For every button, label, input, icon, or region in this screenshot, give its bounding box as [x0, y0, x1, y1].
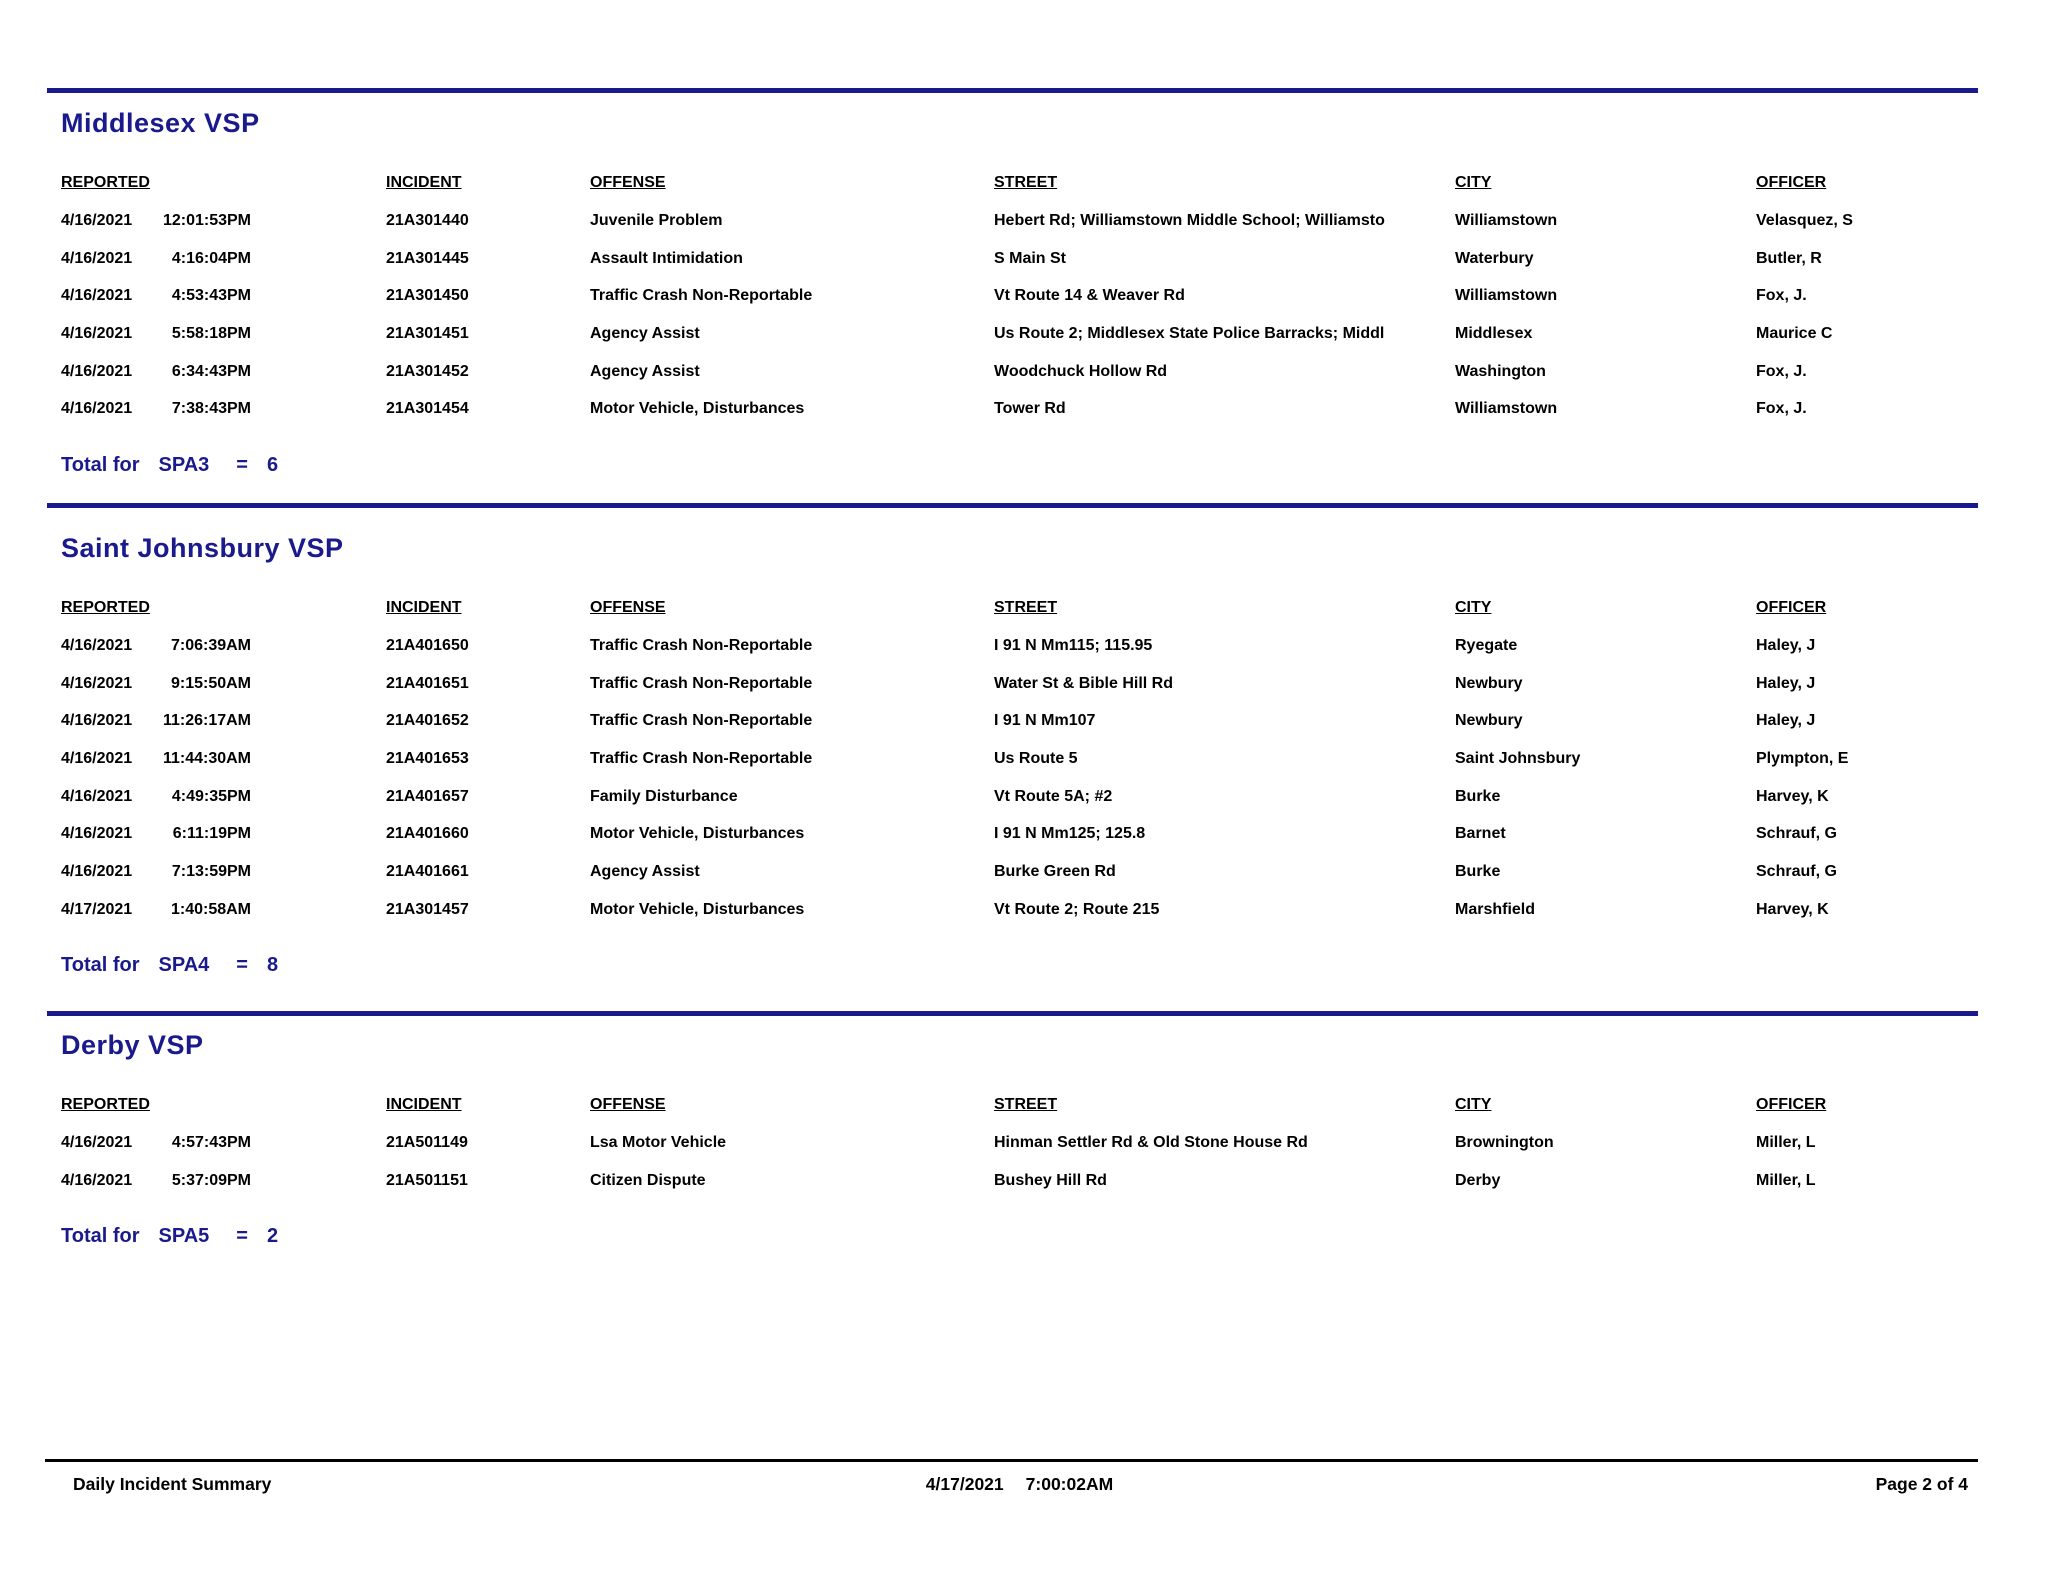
- city-cell: Waterbury: [1455, 249, 1534, 267]
- offense-cell: Motor Vehicle, Disturbances: [590, 825, 805, 843]
- section-middlesex-vsp: [61, 108, 1978, 484]
- section-divider-rule: [47, 503, 1978, 508]
- reported-cell: 4/16/2021 11:44:30AM: [61, 749, 251, 767]
- offense-cell: Juvenile Problem: [590, 211, 723, 229]
- reported-cell: 4/16/2021 4:49:35PM: [61, 787, 251, 805]
- offense-cell: Traffic Crash Non-Reportable: [590, 636, 813, 654]
- table-row: [61, 740, 1978, 778]
- city-cell: Brownington: [1455, 1133, 1554, 1151]
- section-title: Derby VSP: [61, 1030, 204, 1060]
- column-header-reported: REPORTED: [61, 174, 150, 191]
- officer-cell: Miller, L: [1756, 1171, 1816, 1189]
- section-total-line: [61, 947, 1978, 985]
- column-header-street: STREET: [994, 174, 1058, 191]
- column-header-offense: OFFENSE: [590, 599, 666, 616]
- column-header-officer: OFFICER: [1756, 1096, 1827, 1113]
- column-header-city: CITY: [1455, 1096, 1492, 1113]
- table-row: [61, 277, 1978, 315]
- officer-cell: Maurice C: [1756, 324, 1833, 342]
- incident-cell: 21A401652: [386, 712, 469, 730]
- offense-cell: Lsa Motor Vehicle: [590, 1133, 727, 1151]
- reported-cell: 4/16/2021 7:13:59PM: [61, 862, 251, 880]
- officer-cell: Plympton, E: [1756, 749, 1849, 767]
- column-header-city: CITY: [1455, 599, 1492, 616]
- officer-cell: Fox, J.: [1756, 362, 1807, 380]
- column-header-city: CITY: [1455, 174, 1492, 191]
- footer-time: 7:00:02AM: [1025, 1474, 1114, 1494]
- offense-cell: Assault Intimidation: [590, 249, 743, 267]
- column-header-reported: REPORTED: [61, 599, 150, 616]
- officer-cell: Harvey, K: [1756, 787, 1829, 805]
- reported-cell: 4/16/2021 4:16:04PM: [61, 249, 251, 267]
- column-header-incident: INCIDENT: [386, 599, 462, 616]
- table-row: [61, 702, 1978, 740]
- officer-cell: Fox, J.: [1756, 287, 1807, 305]
- offense-cell: Motor Vehicle, Disturbances: [590, 900, 805, 918]
- total-label: Total for: [61, 453, 140, 476]
- officer-cell: Butler, R: [1756, 249, 1822, 267]
- officer-cell: Haley, J: [1756, 674, 1816, 692]
- column-header-incident: INCIDENT: [386, 174, 462, 191]
- incident-cell: 21A401657: [386, 787, 469, 805]
- city-cell: Williamstown: [1455, 400, 1558, 418]
- column-header-officer: OFFICER: [1756, 599, 1827, 616]
- offense-cell: Agency Assist: [590, 362, 700, 380]
- table-row: [61, 390, 1978, 428]
- offense-cell: Traffic Crash Non-Reportable: [590, 287, 813, 305]
- top-divider-rule: [47, 88, 1978, 93]
- table-row: [61, 202, 1978, 240]
- footer-divider-rule: [45, 1459, 1978, 1462]
- reported-cell: 4/16/2021 9:15:50AM: [61, 674, 251, 692]
- reported-cell: 4/16/2021 4:53:43PM: [61, 287, 251, 305]
- street-cell: S Main St: [994, 249, 1067, 267]
- table-header-row: [61, 589, 1978, 627]
- column-header-offense: OFFENSE: [590, 1096, 666, 1113]
- reported-cell: 4/16/2021 11:26:17AM: [61, 712, 251, 730]
- table-row: [61, 315, 1978, 353]
- city-cell: Burke: [1455, 862, 1501, 880]
- section-saint-johnsbury-vsp: [61, 533, 1978, 985]
- table-row: [61, 627, 1978, 665]
- street-cell: Burke Green Rd: [994, 862, 1116, 880]
- section-title: Middlesex VSP: [61, 108, 260, 138]
- offense-cell: Motor Vehicle, Disturbances: [590, 400, 805, 418]
- street-cell: Tower Rd: [994, 400, 1066, 418]
- incident-cell: 21A301454: [386, 400, 469, 418]
- offense-cell: Citizen Dispute: [590, 1171, 706, 1189]
- street-cell: Woodchuck Hollow Rd: [994, 362, 1168, 380]
- street-cell: Us Route 5: [994, 749, 1078, 767]
- street-cell: Water St & Bible Hill Rd: [994, 674, 1173, 692]
- table-row: [61, 1162, 1978, 1200]
- officer-cell: Velasquez, S: [1756, 211, 1853, 229]
- section-derby-vsp: [61, 1030, 1978, 1255]
- reported-cell: 4/16/2021 4:57:43PM: [61, 1133, 251, 1151]
- officer-cell: Schrauf, G: [1756, 825, 1837, 843]
- street-cell: Us Route 2; Middlesex State Police Barracks; Middl: [994, 324, 1385, 342]
- table-row: [61, 665, 1978, 703]
- officer-cell: Schrauf, G: [1756, 862, 1837, 880]
- street-cell: Bushey Hill Rd: [994, 1171, 1107, 1189]
- total-equals-sign: =: [236, 453, 248, 476]
- section-divider-rule: [47, 1011, 1978, 1016]
- table-header-row: [61, 1086, 1978, 1124]
- total-spa-code: SPA3: [158, 453, 210, 476]
- table-row: [61, 815, 1978, 853]
- table-row: [61, 853, 1978, 891]
- column-header-officer: OFFICER: [1756, 174, 1827, 191]
- section-total-line: [61, 1217, 1978, 1255]
- reported-cell: 4/17/2021 1:40:58AM: [61, 900, 251, 918]
- offense-cell: Agency Assist: [590, 862, 700, 880]
- incident-cell: 21A501149: [386, 1133, 468, 1151]
- reported-cell: 4/16/2021 5:37:09PM: [61, 1171, 251, 1189]
- officer-cell: Haley, J: [1756, 636, 1816, 654]
- reported-cell: 4/16/2021 5:58:18PM: [61, 324, 251, 342]
- total-spa-code: SPA5: [158, 1224, 210, 1247]
- total-equals-sign: =: [236, 1224, 248, 1247]
- table-row: [61, 353, 1978, 391]
- street-cell: I 91 N Mm115; 115.95: [994, 636, 1153, 654]
- city-cell: Williamstown: [1455, 211, 1558, 229]
- street-cell: I 91 N Mm125; 125.8: [994, 825, 1146, 843]
- footer-report-title: Daily Incident Summary: [73, 1474, 272, 1494]
- reported-cell: 4/16/2021 7:38:43PM: [61, 400, 251, 418]
- offense-cell: Family Disturbance: [590, 787, 738, 805]
- reported-cell: 4/16/2021 12:01:53PM: [61, 211, 251, 229]
- column-header-incident: INCIDENT: [386, 1096, 462, 1113]
- reported-cell: 4/16/2021 6:34:43PM: [61, 362, 251, 380]
- total-label: Total for: [61, 954, 140, 976]
- total-value: 8: [266, 954, 279, 976]
- column-header-offense: OFFENSE: [590, 174, 666, 191]
- city-cell: Derby: [1455, 1171, 1501, 1189]
- incident-cell: 21A401660: [386, 825, 469, 843]
- table-header-row: [61, 164, 1978, 202]
- table-row: [61, 1124, 1978, 1162]
- city-cell: Ryegate: [1455, 636, 1518, 654]
- table-row: [61, 891, 1978, 929]
- page-footer: [61, 1474, 1978, 1502]
- footer-date: 4/17/2021: [925, 1474, 1004, 1494]
- offense-cell: Traffic Crash Non-Reportable: [590, 749, 813, 767]
- incident-cell: 21A401653: [386, 749, 469, 767]
- street-cell: Vt Route 2; Route 215: [994, 900, 1160, 918]
- incident-cell: 21A501151: [386, 1171, 468, 1189]
- offense-cell: Agency Assist: [590, 324, 700, 342]
- incident-cell: 21A301440: [386, 211, 469, 229]
- total-label: Total for: [61, 1224, 140, 1247]
- city-cell: Burke: [1455, 787, 1501, 805]
- officer-cell: Haley, J: [1756, 712, 1816, 730]
- total-spa-code: SPA4: [158, 954, 210, 976]
- officer-cell: Harvey, K: [1756, 900, 1829, 918]
- street-cell: Hinman Settler Rd & Old Stone House Rd: [994, 1133, 1308, 1151]
- city-cell: Marshfield: [1455, 900, 1536, 918]
- city-cell: Washington: [1455, 362, 1546, 380]
- incident-cell: 21A401651: [386, 674, 469, 692]
- footer-page-number: Page 2 of 4: [1875, 1474, 1968, 1494]
- section-total-line: [61, 446, 1978, 484]
- reported-cell: 4/16/2021 7:06:39AM: [61, 636, 251, 654]
- street-cell: Vt Route 5A; #2: [994, 787, 1113, 805]
- street-cell: Vt Route 14 & Weaver Rd: [994, 287, 1185, 305]
- column-header-reported: REPORTED: [61, 1096, 150, 1113]
- incident-cell: 21A301457: [386, 900, 469, 918]
- table-row: [61, 778, 1978, 816]
- city-cell: Newbury: [1455, 712, 1523, 730]
- column-header-street: STREET: [994, 1096, 1058, 1113]
- city-cell: Middlesex: [1455, 324, 1533, 342]
- incident-cell: 21A301452: [386, 362, 469, 380]
- street-cell: I 91 N Mm107: [994, 712, 1096, 730]
- total-value: 6: [266, 453, 279, 476]
- incident-cell: 21A301451: [386, 324, 469, 342]
- incident-cell: 21A301450: [386, 287, 469, 305]
- reported-cell: 4/16/2021 6:11:19PM: [61, 825, 251, 843]
- officer-cell: Miller, L: [1756, 1133, 1816, 1151]
- column-header-street: STREET: [994, 599, 1058, 616]
- table-row: [61, 240, 1978, 278]
- incident-cell: 21A401650: [386, 636, 469, 654]
- section-title: Saint Johnsbury VSP: [61, 533, 344, 563]
- offense-cell: Traffic Crash Non-Reportable: [590, 674, 813, 692]
- street-cell: Hebert Rd; Williamstown Middle School; Williamsto: [994, 211, 1385, 229]
- incident-cell: 21A301445: [386, 249, 469, 267]
- offense-cell: Traffic Crash Non-Reportable: [590, 712, 813, 730]
- total-value: 2: [266, 1224, 279, 1247]
- officer-cell: Fox, J.: [1756, 400, 1807, 418]
- footer-datetime: [61, 1474, 1978, 1495]
- total-equals-sign: =: [236, 954, 248, 976]
- incident-cell: 21A401661: [386, 862, 469, 880]
- city-cell: Williamstown: [1455, 287, 1558, 305]
- city-cell: Saint Johnsbury: [1455, 749, 1581, 767]
- city-cell: Barnet: [1455, 825, 1506, 843]
- city-cell: Newbury: [1455, 674, 1523, 692]
